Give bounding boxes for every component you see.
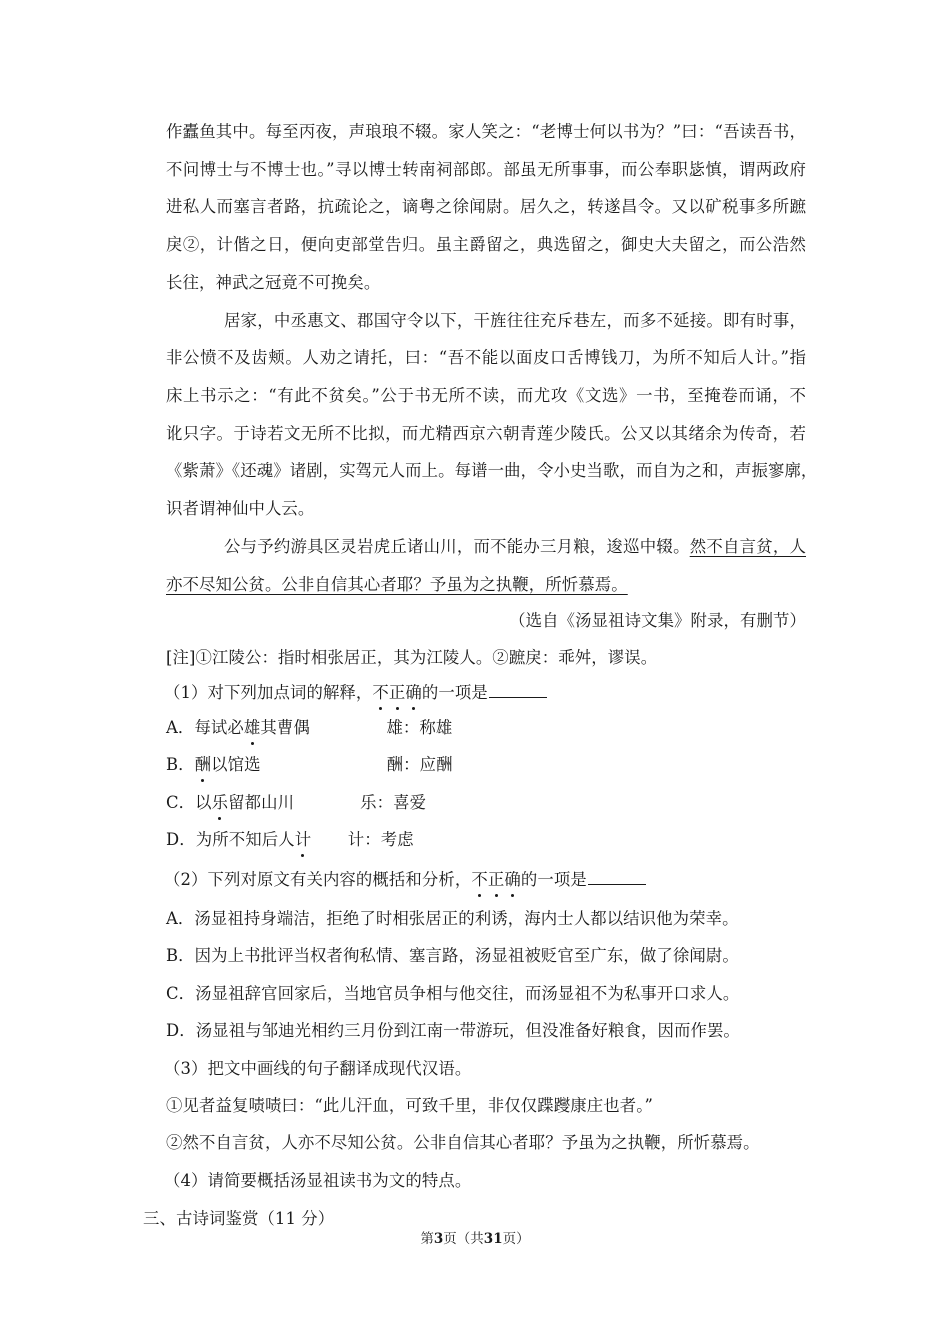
question-2-option-a: A．汤显祖持身端洁，拒绝了时相张居正的利诱，海内士人都以结识他为荣幸。 bbox=[166, 909, 739, 928]
question-2-stem: （2）下列对原文有关内容的概括和分析，不正确的一项是 bbox=[164, 868, 804, 890]
passage-line: 《紫萧》《还魂》诸剧，实驾元人而上。每谱一曲，令小史当歌，而自为之和，声振寥廓， bbox=[166, 461, 818, 480]
passage-line: 进私人而塞言者路，抗疏论之，谪粤之徐闻尉。居久之，转遂昌令。又以矿税事多所蹠 bbox=[166, 197, 806, 216]
passage-line: 居家，中丞惠文、郡国守令以下，干旌往往充斥巷左，而多不延接。即有时事， bbox=[224, 311, 806, 330]
question-3-sentence-1: ①见者益复啧啧曰：“此儿汗血，可致千里，非仅仅蹀躞康庄也者。” bbox=[166, 1096, 653, 1115]
passage-line: 识者谓神仙中人云。 bbox=[166, 499, 315, 518]
question-1-option-d: D．为所不知后人计 计：考虑 bbox=[166, 830, 414, 849]
question-1-option-a: A．每试必雄其曹偶 雄：称雄 bbox=[166, 718, 453, 737]
answer-blank[interactable] bbox=[588, 868, 646, 885]
passage-text: 公与予约游具区灵岩虎丘诸山川，而不能办三月粮，逡巡中辍。 bbox=[224, 537, 690, 556]
page-number: 3 bbox=[433, 1231, 444, 1247]
page-total: 31 bbox=[483, 1231, 503, 1247]
passage-line: 讹只字。于诗若文无所不比拟，而尤精西京六朝青莲少陵氏。公又以其绪余为传奇，若 bbox=[166, 424, 806, 443]
underlined-sentence: 亦不尽知公贫。公非自信其心者耶？予虽为之执鞭，所忻慕焉。 bbox=[166, 575, 628, 594]
question-1-option-b: B．酬以馆选 酬：应酬 bbox=[166, 755, 453, 774]
question-1-option-c: C．以乐留都山川 乐：喜爱 bbox=[166, 793, 427, 812]
underlined-sentence: 然不自言贫，人 bbox=[689, 537, 806, 556]
passage-line: 戾②，计偕之日，便向吏部堂告归。虽主爵留之，典选留之，御史大夫留之，而公浩然 bbox=[166, 235, 806, 254]
passage-line bbox=[166, 575, 806, 595]
annotation-notes: [注]①江陵公：指时相张居正，其为江陵人。②蹠戾：乖舛，谬误。 bbox=[166, 648, 658, 667]
page-footer: 第3页（共31页） bbox=[420, 1231, 530, 1247]
source-citation: （选自《汤显祖诗文集》附录，有删节） bbox=[509, 611, 806, 630]
question-3-stem: （3）把文中画线的句子翻译成现代汉语。 bbox=[164, 1059, 472, 1078]
passage-line bbox=[224, 537, 806, 557]
question-1-stem: （1）对下列加点词的解释，不正确的一项是 bbox=[164, 681, 804, 703]
passage-line: 床上书示之：“有此不贫矣。”公于书无所不读，而尤攻《文选》一书，至掩卷而诵，不 bbox=[166, 386, 806, 405]
question-4-stem: （4）请简要概括汤显祖读书为文的特点。 bbox=[164, 1171, 472, 1190]
passage-line: 不问博士与不博士也。”寻以博士转南祠部郎。部虽无所事事，而公奉职毖慎，谓两政府 bbox=[166, 160, 806, 179]
question-3-sentence-2: ②然不自言贫，人亦不尽知公贫。公非自信其心者耶？予虽为之执鞭，所忻慕焉。 bbox=[166, 1133, 760, 1152]
passage-line: 作蠹鱼其中。每至丙夜，声琅琅不辍。家人笑之：“老博士何以书为？”曰：“吾读吾书， bbox=[166, 122, 806, 141]
passage-line: 长往，神武之冠竟不可挽矣。 bbox=[166, 273, 381, 292]
question-2-option-c: C．汤显祖辞官回家后，当地官员争相与他交往，而汤显祖不为私事开口求人。 bbox=[166, 984, 740, 1003]
question-2-option-d: D．汤显祖与邹迪光相约三月份到江南一带游玩，但没准备好粮食，因而作罢。 bbox=[166, 1021, 740, 1040]
question-2-option-b: B．因为上书批评当权者徇私情、塞言路，汤显祖被贬官至广东，做了徐闻尉。 bbox=[166, 946, 739, 965]
answer-blank[interactable] bbox=[489, 681, 547, 698]
section-heading: 三、古诗词鉴赏（11 分） bbox=[143, 1209, 335, 1228]
passage-line: 非公愤不及齿颊。人劝之请托，曰：“吾不能以面皮口舌博钱刀，为所不知后人计。”指 bbox=[166, 348, 806, 367]
